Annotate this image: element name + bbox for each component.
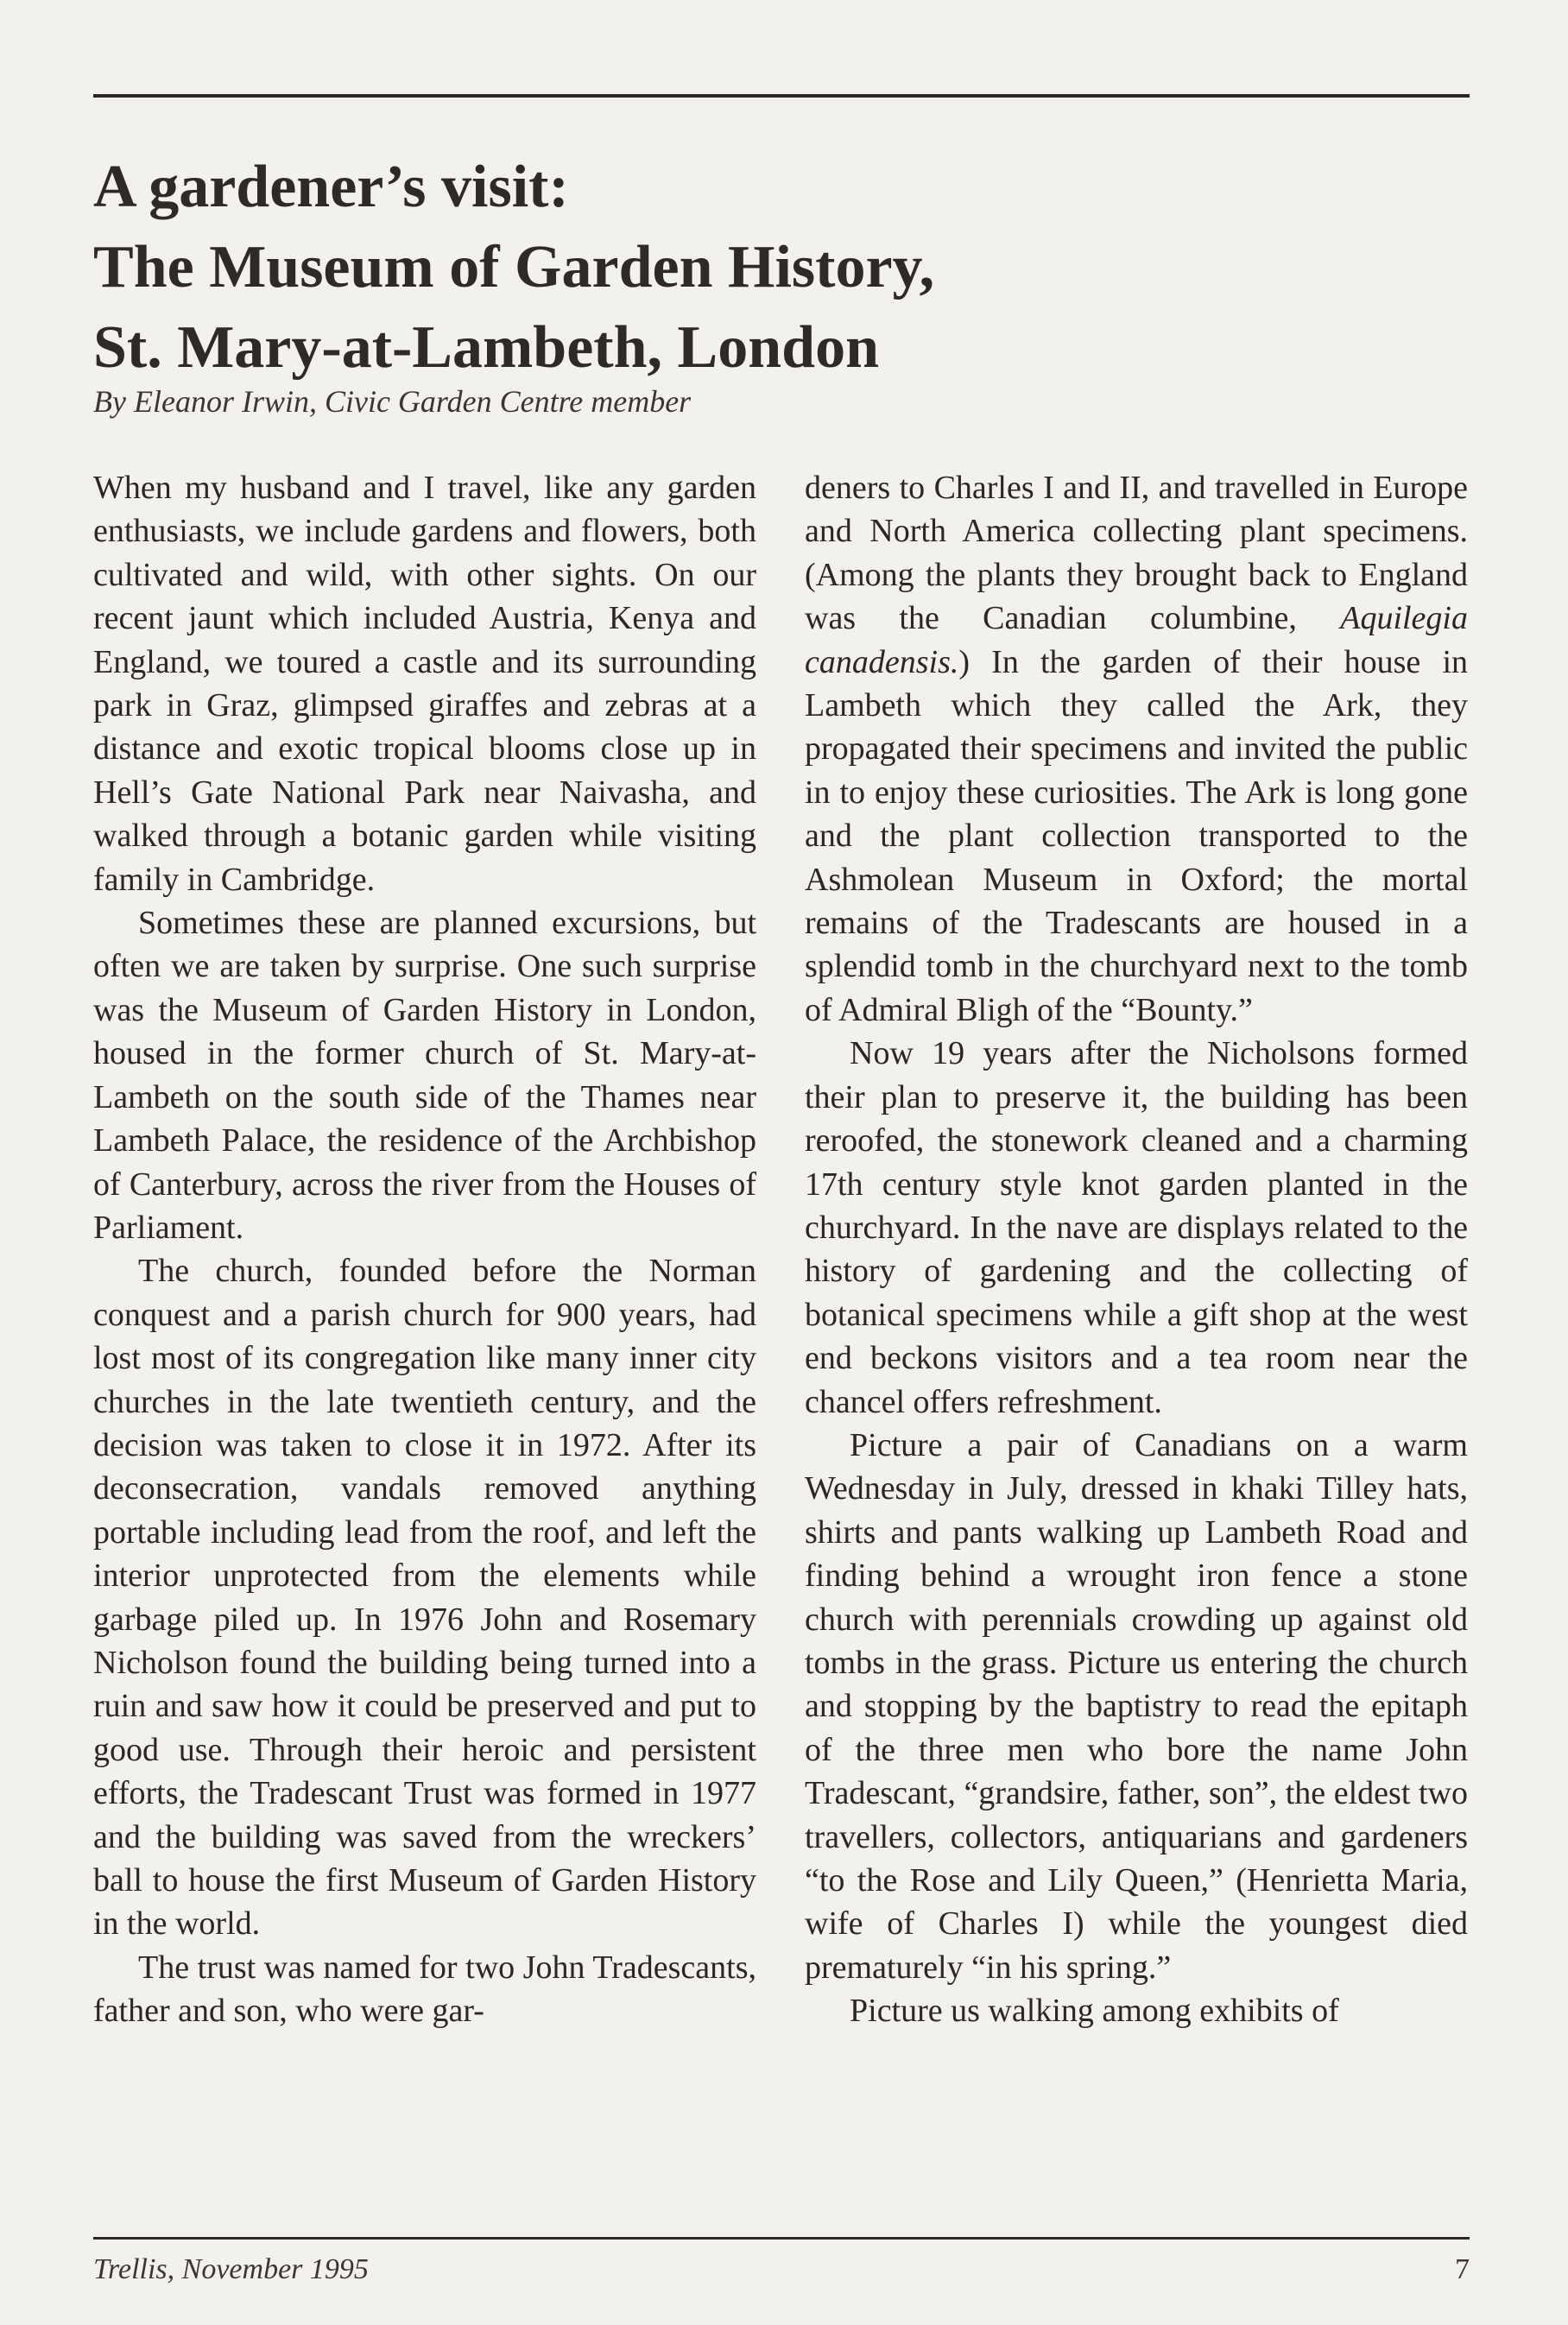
left-column — [93, 466, 756, 2033]
paragraph: Now 19 years after the Nicholsons formed their plan to preserve it, the building has been reroofed, the stonework cleaned and a charming 17th century style knot garden planted in the churchyard. In the nave are displays related to the history of gardening and the collecting of botanical specimens while a gift shop at the west end beckons visitors and a tea room near the chancel offers refreshment. — [805, 1035, 1468, 1420]
page-number: 7 — [1455, 2253, 1470, 2285]
paragraph-text: ) In the garden of their house in Lambeth which they called the Ark, they propagated their specimens and invited the public in to enjoy these curiosities. The Ark is long gone and the plant collection transported to the Ashmolean Museum in Oxford; the mortal remains of the Tradescants are housed in a splendid tomb in the churchyard next to the tomb of Admiral Bligh of the “Bounty.” — [805, 643, 1468, 1028]
right-column — [805, 466, 1468, 2033]
article-title — [93, 147, 1388, 388]
paragraph — [805, 466, 1468, 1032]
title-line-1: A gardener’s visit: — [93, 154, 569, 220]
paragraph-text: deners to Charles I and II, and travelled in Europe and North America collecting plant specimens. (Among the plants they brought back to England was the Canadian columbine, — [805, 470, 1468, 637]
species-name: Aquilegia canadensis. — [805, 600, 1468, 680]
paragraph: Picture us walking among exhibits of — [850, 1993, 1339, 2030]
paragraph: When my husband and I travel, like any garden enthusiasts, we include gardens and flowers, both cultivated and wild, with other sights. On our recent jaunt which included Austria, Kenya and England, we toured a castle and its surrounding park in Graz, glimpsed giraffes and zebras at a distance and exotic tropical blooms close up in Hell’s Gate National Park near Naivasha, and walked through a botanic garden while visiting family in Cambridge. — [93, 470, 756, 898]
paragraph: Picture a pair of Canadians on a warm Wednesday in July, dressed in khaki Tilley hats, shirts and pants walking up Lambeth Road and finding behind a wrought iron fence a stone church with perennials crowding up against old tombs in the grass. Picture us entering the church and stopping by the baptistry to read the epitaph of the three men who bore the name John Tradescant, “grandsire, father, son”, the eldest two travellers, collectors, antiquarians and gardeners “to the Rose and Lily Queen,” (Henrietta Maria, wife of Charles I) while the youngest died prematurely “in his spring.” — [805, 1426, 1468, 1986]
paragraph: The church, founded before the Norman conquest and a parish church for 900 years, had lost most of its congregation like many inner city churches in the late twentieth century, and the decision was taken to close it in 1972. After its deconsecration, vandals removed anything portable including lead from the roof, and left the interior unprotected from the elements while garbage piled up. In 1976 John and Rosemary Nicholson found the building being turned into a ruin and saw how it could be preserved and put to good use. Through their heroic and persistent efforts, the Tradescant Trust was formed in 1977 and the building was saved from the wreckers’ ball to house the first Museum of Garden History in the world. — [93, 1253, 756, 1943]
title-line-3: St. Mary-at-Lambeth, London — [93, 314, 880, 381]
title-line-2: The Museum of Garden History, — [93, 234, 935, 300]
paragraph: Sometimes these are planned excursions, but often we are taken by surprise. One such surprise was the Museum of Garden History in London, housed in the former church of St. Mary-at-Lambeth on the south side of the Thames near Lambeth Palace, the residence of the Archbishop of Canterbury, across the river from the Houses of Parliament. — [93, 905, 756, 1246]
publication-footer: Trellis, November 1995 — [93, 2253, 369, 2285]
top-rule — [93, 94, 1470, 98]
byline: By Eleanor Irwin, Civic Garden Centre member — [93, 384, 692, 419]
bottom-rule — [93, 2237, 1470, 2240]
paragraph: The trust was named for two John Tradescants, father and son, who were gar- — [93, 1949, 756, 2030]
